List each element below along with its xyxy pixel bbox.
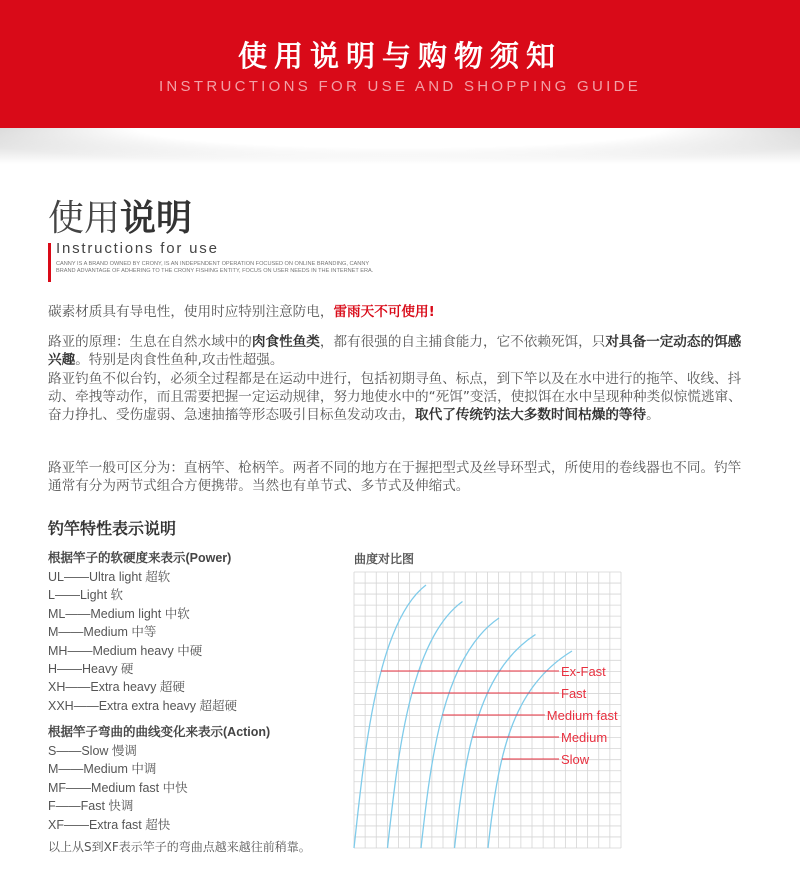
bold-text: 肉食性鱼类 bbox=[251, 334, 320, 350]
rod-spec-heading: 钓竿特性表示说明 bbox=[48, 519, 177, 538]
curvature-chart bbox=[350, 566, 630, 856]
section-title-light: 使用 bbox=[48, 198, 121, 239]
power-item: MH——Medium heavy 中硬 bbox=[48, 643, 203, 658]
banner-subtitle: INSTRUCTIONS FOR USE AND SHOPPING GUIDE bbox=[158, 78, 642, 95]
curve-label: Medium fast bbox=[546, 708, 618, 723]
action-item: M——Medium 中调 bbox=[48, 762, 157, 777]
warning-emphasis: 雷雨天不可使用! bbox=[333, 304, 435, 320]
section-accent-bar bbox=[48, 243, 51, 282]
power-item: XH——Extra heavy 超硬 bbox=[48, 680, 185, 695]
power-item: XXH——Extra extra heavy 超超硬 bbox=[48, 698, 237, 713]
bold-text: 对具备一定动态的饵感兴趣 bbox=[48, 334, 742, 368]
paragraph-warning bbox=[48, 303, 748, 321]
action-list bbox=[48, 722, 270, 834]
curve-medium bbox=[455, 635, 536, 849]
curve-label: Fast bbox=[561, 686, 587, 701]
action-item: F——Fast 快调 bbox=[48, 799, 134, 814]
banner-title: 使用说明与购物须知 bbox=[237, 39, 562, 73]
text: 路亚的原理：生息在自然水域中的 bbox=[48, 334, 252, 350]
text: ，都有很强的自主捕食能力，它不依赖死饵，只 bbox=[319, 334, 606, 350]
curve-label: Medium bbox=[561, 730, 608, 745]
section-title-en: Instructions for use bbox=[56, 240, 219, 257]
brand-description: CANNY IS A BRAND OWNED BY CRONY, IS AN INDEPENDENT OPERATION FOCUSED ON ONLINE BRANDING, CANNY BRAND ADVANTAGE OF ADHERING TO THE CRONY FISHING ENTITY, FOCUS ON USER NEEDS IN THE INTERNET ERA. bbox=[56, 261, 374, 275]
power-item: H——Heavy 硬 bbox=[48, 662, 134, 677]
action-item: S——Slow 慢调 bbox=[48, 744, 137, 758]
warning-text: 碳素材质具有导电性，使用时应特别注意防电， bbox=[48, 304, 334, 320]
power-heading: 根据竿子的软硬度来表示(Power) bbox=[48, 551, 232, 565]
paragraph-principle bbox=[48, 333, 748, 369]
text: 。 bbox=[646, 407, 660, 423]
power-list bbox=[48, 548, 237, 715]
banner-shadow bbox=[0, 128, 800, 164]
power-item: M——Medium 中等 bbox=[48, 625, 157, 640]
section-title bbox=[48, 196, 192, 242]
action-heading: 根据竿子弯曲的曲线变化来表示(Action) bbox=[48, 725, 271, 739]
action-item: XF——Extra fast 超快 bbox=[48, 817, 171, 832]
power-item: ML——Medium light 中软 bbox=[48, 606, 190, 621]
paragraph-rod-types: 路亚竿一般可区分为：直柄竿、枪柄竿。两者不同的地方在于握把型式及丝导环型式，所使用的卷线器也不同。钓竿通常有分为两节式组合方便携带。当然也有单节式、多节式及伸缩式。 bbox=[48, 460, 742, 494]
chart-curves bbox=[354, 585, 572, 848]
curve-label: Slow bbox=[561, 752, 590, 767]
action-note: 以上从S到XF表示竿子的弯曲点越来越往前稍靠。 bbox=[48, 840, 311, 854]
curve-slow bbox=[488, 651, 572, 848]
action-item: MF——Medium fast 中快 bbox=[48, 780, 188, 795]
section-title-bold: 说明 bbox=[120, 198, 193, 239]
text: 路亚钓鱼不似台钓，必须全过程都是在运动中进行，包括初期寻鱼、标点，到下竿以及在水中进行的拖竿、收线、抖动、牵拽等动作，而且需要把握一定运动规律，努力地使水中的“死饵”变活，使拟饵在水中呈现种种类似惊慌逃窜、奋力挣扎、受伤虚弱、急速抽搐等形态吸引目标鱼发动攻击， bbox=[48, 371, 742, 423]
power-item: L——Light 软 bbox=[48, 588, 124, 603]
header-banner bbox=[0, 0, 800, 128]
bold-text: 取代了传统钓法大多数时间枯燥的等待 bbox=[415, 407, 647, 423]
chart-title: 曲度对比图 bbox=[354, 552, 415, 566]
curve-label: Ex-Fast bbox=[561, 664, 606, 679]
text: 。特别是肉食性鱼种,攻击性超强。 bbox=[75, 352, 284, 368]
paragraph-lure-fishing bbox=[48, 370, 748, 424]
power-item: UL——Ultra light 超软 bbox=[48, 570, 171, 584]
